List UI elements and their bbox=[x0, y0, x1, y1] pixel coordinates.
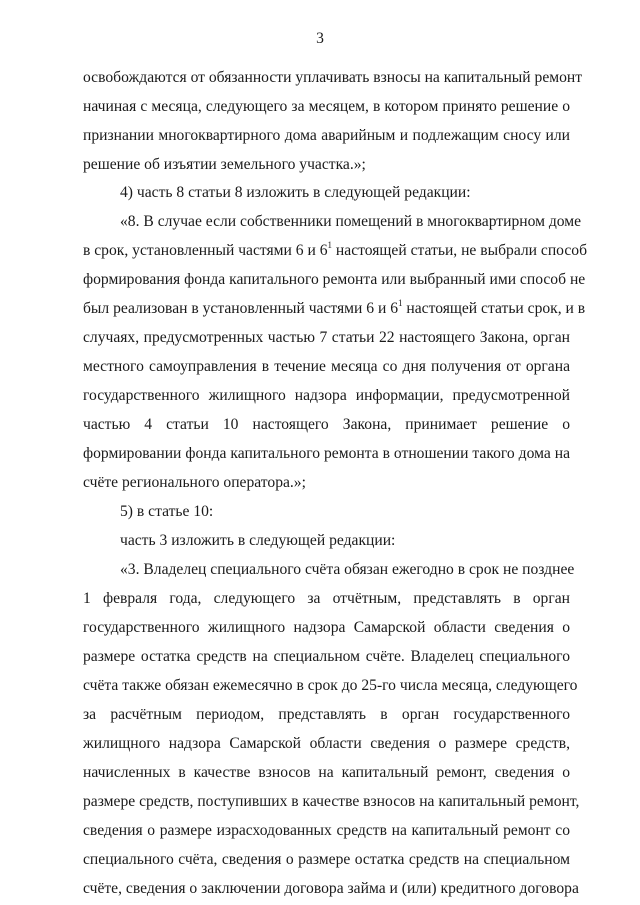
text-line: сведения о размере израсходованных средств на капитальный ремонт со bbox=[83, 822, 570, 839]
text-line: специального счёта, сведения о размере остатка средств на специальном bbox=[83, 851, 570, 868]
text-line: частью 4 статьи 10 настоящего Закона, принимает решение о bbox=[83, 416, 570, 433]
text-line: был реализован в установленный частями 6 и $6^1$ настоящей статьи срок, и в bbox=[83, 297, 586, 317]
text-line: признании многоквартирного дома аварийным и подлежащим сносу или bbox=[83, 127, 570, 144]
text-line: часть 3 изложить в следующей редакции: bbox=[120, 532, 396, 549]
text-line: формировании фонда капитального ремонта в отношении такого дома на bbox=[83, 445, 570, 462]
text-line: освобождаются от обязанности уплачивать взносы на капитальный ремонт bbox=[83, 69, 583, 86]
text-line: «3. Владелец специального счёта обязан ежегодно в срок не позднее bbox=[120, 561, 575, 578]
text-line: 1 февраля года, следующего за отчётным, представлять в орган bbox=[83, 590, 570, 607]
text-line: 4) часть 8 статьи 8 изложить в следующей редакции: bbox=[120, 184, 471, 201]
text-line: в срок, установленный частями 6 и $6^1$ настоящей статьи, не выбрали способ bbox=[83, 239, 588, 259]
text-line: формирования фонда капитального ремонта или выбранный ими способ не bbox=[83, 271, 586, 288]
text-line: размере остатка средств на специальном счёте. Владелец специального bbox=[83, 648, 570, 665]
text-line: «8. В случае если собственники помещений в многоквартирном доме bbox=[120, 213, 582, 230]
page-number: 3 bbox=[316, 30, 324, 47]
text-line: счёта также обязан ежемесячно в срок до 25-го числа месяца, следующего bbox=[83, 677, 578, 694]
text-line: жилищного надзора Самарской области сведения о размере средств, bbox=[83, 735, 570, 752]
text-line: государственного жилищного надзора информации, предусмотренной bbox=[83, 387, 570, 404]
text-line: начиная с месяца, следующего за месяцем, в котором принято решение о bbox=[83, 98, 570, 115]
text-line: 5) в статье 10: bbox=[120, 503, 214, 520]
text-line: счёте, сведения о заключении договора займа и (или) кредитного договора bbox=[83, 880, 579, 897]
text-line: счёте регионального оператора.»; bbox=[83, 474, 306, 491]
text-line: размере средств, поступивших в качестве взносов на капитальный ремонт, bbox=[83, 793, 580, 810]
text-line: случаях, предусмотренных частью 7 статьи 22 настоящего Закона, орган bbox=[83, 329, 570, 346]
text-line: государственного жилищного надзора Самарской области сведения о bbox=[83, 619, 570, 636]
text-line: начисленных в качестве взносов на капитальный ремонт, сведения о bbox=[83, 764, 570, 781]
text-line: решение об изъятии земельного участка.»; bbox=[83, 156, 366, 173]
text-line: за расчётным периодом, представлять в орган государственного bbox=[83, 706, 570, 723]
text-line: местного самоуправления в течение месяца со дня получения от органа bbox=[83, 358, 570, 375]
